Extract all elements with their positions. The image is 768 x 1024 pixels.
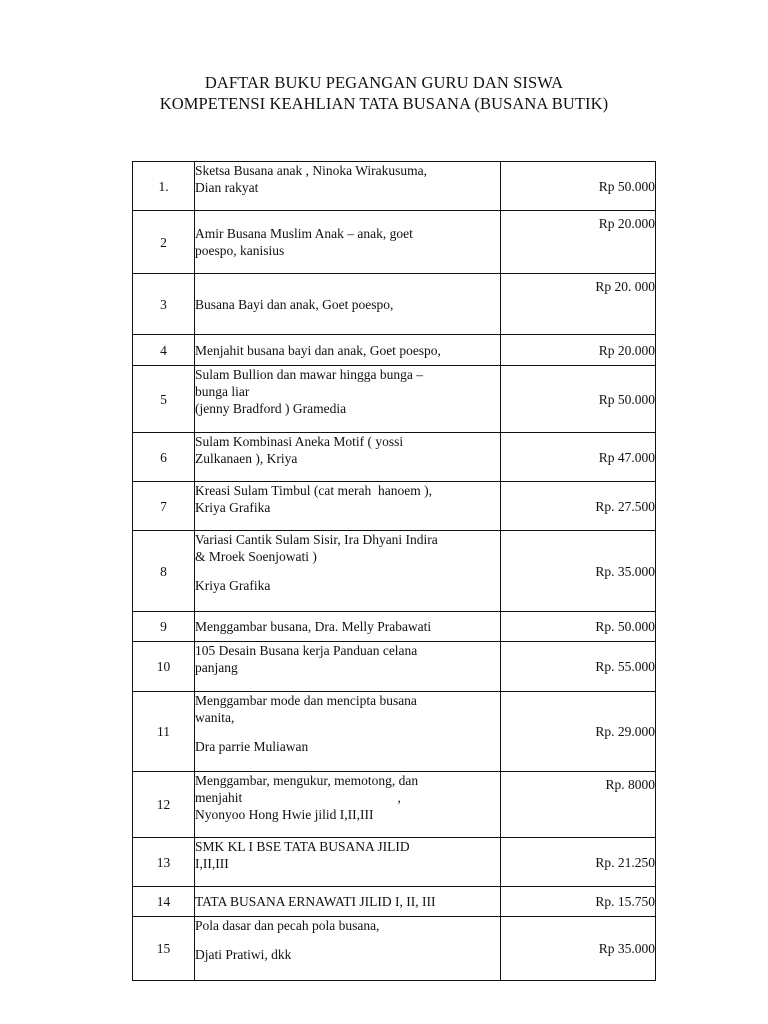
book-price: Rp 35.000 <box>501 917 656 981</box>
book-title <box>195 531 501 612</box>
book-price: Rp. 21.250 <box>501 838 656 887</box>
row-number: 10 <box>133 642 195 692</box>
book-title <box>195 612 501 642</box>
book-title-line: Kriya Grafika <box>195 500 271 515</box>
row-number: 8 <box>133 531 195 612</box>
book-title-line: Sulam Bullion dan mawar hingga bunga – <box>195 367 423 382</box>
book-title-line: Zulkanaen ), Kriya <box>195 451 298 466</box>
spacer <box>195 565 500 577</box>
book-title-line: Djati Pratiwi, dkk <box>195 947 292 962</box>
book-title <box>195 335 501 366</box>
book-title-line: wanita, <box>195 710 235 725</box>
book-title-line: I,II,III <box>195 856 229 871</box>
table-row <box>133 612 656 642</box>
table-row <box>133 642 656 692</box>
book-title <box>195 211 501 274</box>
table-row <box>133 482 656 531</box>
book-title-line: Sulam Kombinasi Aneka Motif ( yossi <box>195 434 404 449</box>
table-row <box>133 692 656 772</box>
book-price: Rp 50.000 <box>501 366 656 433</box>
row-number: 9 <box>133 612 195 642</box>
book-title-line: panjang <box>195 660 238 675</box>
book-price: Rp. 29.000 <box>501 692 656 772</box>
table-row <box>133 531 656 612</box>
book-title <box>195 887 501 917</box>
book-title-line: & Mroek Soenjowati ) <box>195 549 317 564</box>
book-title-line: Variasi Cantik Sulam Sisir, Ira Dhyani Indira <box>195 532 438 547</box>
book-title-line: Menggambar mode dan mencipta busana <box>195 693 417 708</box>
table-row <box>133 335 656 366</box>
book-title <box>195 692 501 772</box>
row-number: 15 <box>133 917 195 981</box>
table-row <box>133 838 656 887</box>
book-price: Rp 50.000 <box>501 162 656 211</box>
book-title <box>195 366 501 433</box>
row-number: 6 <box>133 433 195 482</box>
book-title-line: Sketsa Busana anak , Ninoka Wirakusuma, <box>195 163 428 178</box>
document-title <box>0 72 768 114</box>
title-line-1: DAFTAR BUKU PEGANGAN GURU DAN SISWA <box>204 73 564 92</box>
table-row <box>133 162 656 211</box>
row-number: 4 <box>133 335 195 366</box>
row-number: 1. <box>133 162 195 211</box>
row-number: 12 <box>133 772 195 838</box>
table-row <box>133 274 656 335</box>
table-row <box>133 917 656 981</box>
book-title <box>195 482 501 531</box>
row-number: 3 <box>133 274 195 335</box>
spacer <box>195 726 500 738</box>
book-title-line: Kriya Grafika <box>195 578 271 593</box>
book-title <box>195 274 501 335</box>
book-title-line: Kreasi Sulam Timbul (cat merah hanoem ), <box>195 483 432 498</box>
row-number: 2 <box>133 211 195 274</box>
row-number: 13 <box>133 838 195 887</box>
book-price: Rp 47.000 <box>501 433 656 482</box>
book-price: Rp. 55.000 <box>501 642 656 692</box>
row-number: 11 <box>133 692 195 772</box>
book-title-line: Nyonyoo Hong Hwie jilid I,II,III <box>195 807 374 822</box>
book-price: Rp. 50.000 <box>501 612 656 642</box>
book-title-line: 105 Desain Busana kerja Panduan celana <box>195 643 418 658</box>
table-row <box>133 433 656 482</box>
book-title-line: Menjahit busana bayi dan anak, Goet poespo, <box>195 342 441 358</box>
book-price: Rp 20.000 <box>501 211 656 274</box>
row-number: 7 <box>133 482 195 531</box>
table-row <box>133 211 656 274</box>
book-price: Rp. 8000 <box>501 772 656 838</box>
book-title <box>195 917 501 981</box>
book-title <box>195 838 501 887</box>
book-title <box>195 772 501 838</box>
book-price: Rp. 35.000 <box>501 531 656 612</box>
book-title-line: Dra parrie Muliawan <box>195 739 309 754</box>
spacer <box>195 934 500 946</box>
book-title-line: menjahit , <box>195 790 401 805</box>
book-title-line: Menggambar busana, Dra. Melly Prabawati <box>195 619 432 634</box>
row-number: 14 <box>133 887 195 917</box>
book-price: Rp. 27.500 <box>501 482 656 531</box>
book-title-line: (jenny Bradford ) Gramedia <box>195 401 347 416</box>
book-title-line: poespo, kanisius <box>195 243 285 258</box>
row-number: 5 <box>133 366 195 433</box>
book-title-line: Dian rakyat <box>195 180 259 195</box>
book-title-line: Pola dasar dan pecah pola busana, <box>195 918 380 933</box>
table-row <box>133 772 656 838</box>
book-title <box>195 642 501 692</box>
book-title-line: Amir Busana Muslim Anak – anak, goet <box>195 226 413 241</box>
book-list-table <box>132 161 656 981</box>
book-title-line: TATA BUSANA ERNAWATI JILID I, II, III <box>195 894 436 909</box>
book-title-line: Busana Bayi dan anak, Goet poespo, <box>195 296 394 312</box>
table-row <box>133 887 656 917</box>
book-price: Rp 20. 000 <box>501 274 656 335</box>
book-title-line: bunga liar <box>195 384 250 399</box>
book-price: Rp. 15.750 <box>501 887 656 917</box>
book-title <box>195 162 501 211</box>
title-line-2: KOMPETENSI KEAHLIAN TATA BUSANA (BUSANA BUTIK) <box>159 94 609 113</box>
book-title-line: SMK KL I BSE TATA BUSANA JILID <box>195 839 410 854</box>
book-price: Rp 20.000 <box>501 335 656 366</box>
book-title <box>195 433 501 482</box>
table-row <box>133 366 656 433</box>
book-title-line: Menggambar, mengukur, memotong, dan <box>195 773 419 788</box>
